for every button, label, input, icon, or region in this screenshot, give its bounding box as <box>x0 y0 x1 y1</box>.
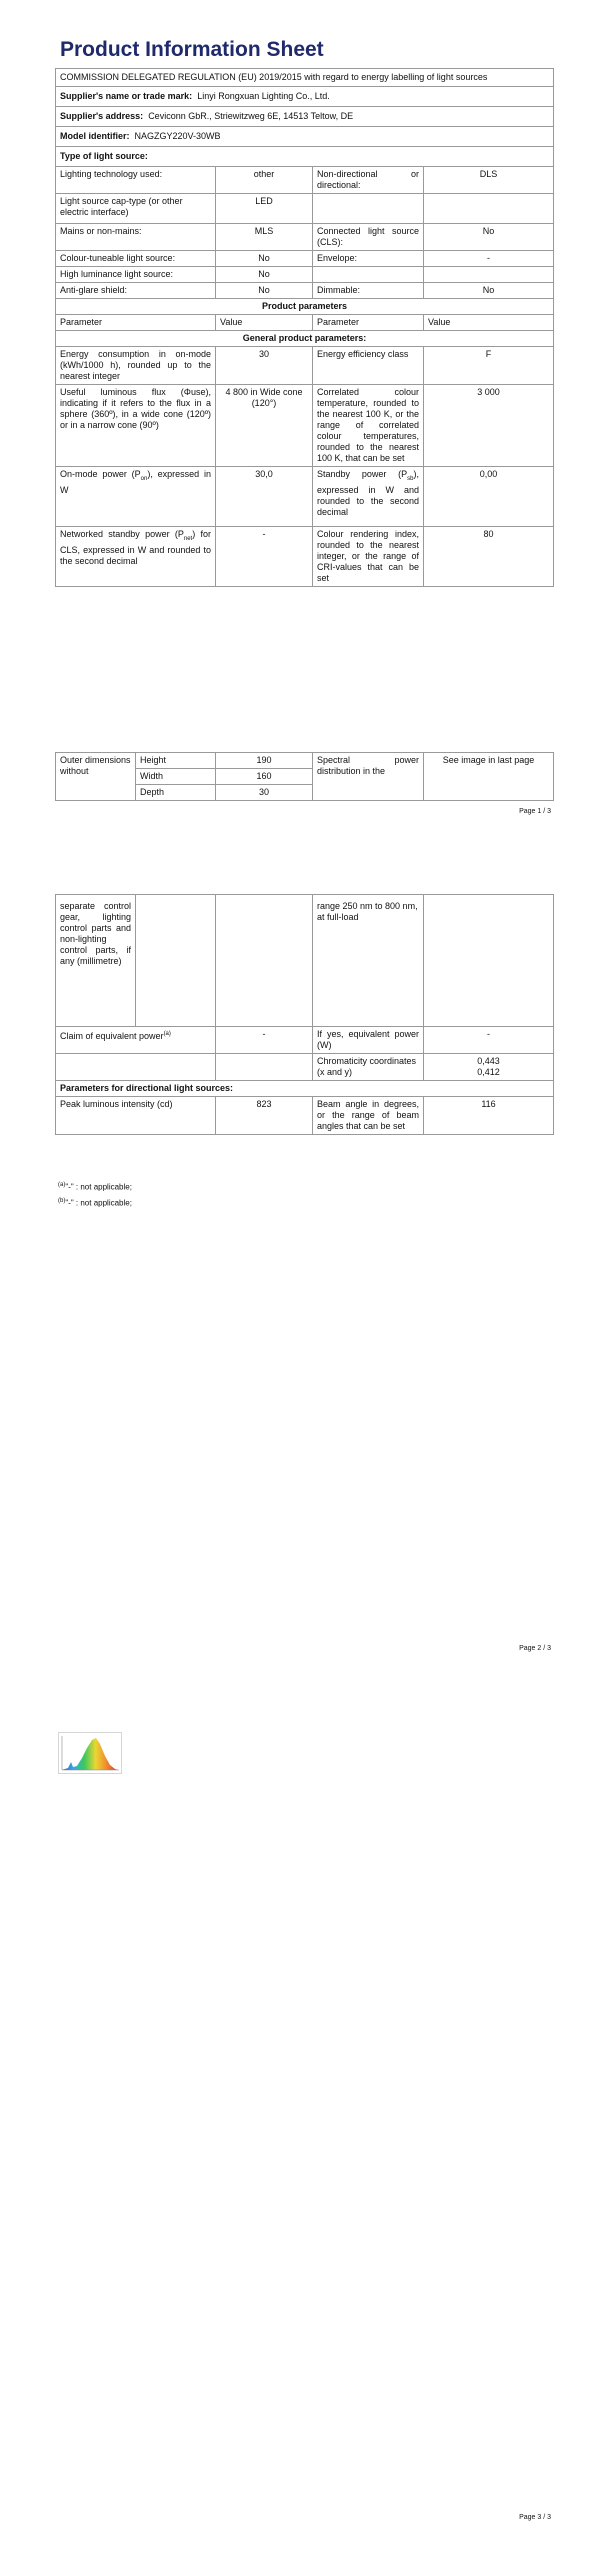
cct-label: Correlated colour temperature, rounded to the nearest 100 K, or the range of correlated colour temperatures, rounded to the nearest 100 K, that can be set <box>313 385 424 467</box>
footnote-b: $^{(b)}$"-" : not applicable; <box>58 1198 132 1208</box>
page-number-1: Page 1 / 3 <box>519 808 551 815</box>
envelope-value: - <box>424 251 554 267</box>
equivalent-power-label: Claim of equivalent power$^{(a)}$ <box>56 1027 216 1054</box>
address-value: Ceviconn GbR., Striewitzweg 6E, 14513 Teltow, DE <box>148 111 354 121</box>
supplier-value: Linyi Rongxuan Lighting Co., Ltd. <box>197 91 330 101</box>
equivalent-power-value: - <box>216 1027 313 1054</box>
cls-value: No <box>424 224 554 251</box>
col-parameter-2: Parameter <box>313 315 424 331</box>
antiglare-label: Anti-glare shield: <box>56 283 216 299</box>
width-value: 160 <box>216 769 313 785</box>
cri-value: 80 <box>424 527 554 587</box>
page-2 <box>0 850 603 1690</box>
model-label: Model identifier: <box>60 131 130 141</box>
directional-heading: Parameters for directional light sources: <box>56 1081 554 1097</box>
cls-label: Connected light source (CLS): <box>313 224 424 251</box>
beam-angle-label: Beam angle in degrees, or the range of beam angles that can be set <box>313 1097 424 1135</box>
footnote-a: $^{(a)}$"-" : not applicable; <box>58 1182 132 1192</box>
energy-label: Energy consumption in on-mode (kWh/1000 h), rounded up to the nearest integer <box>56 347 216 385</box>
row-colour <box>56 251 554 267</box>
height-label: Height <box>136 753 216 769</box>
flux-value: 4 800 in Wide cone (120°) <box>216 385 313 467</box>
general-parameters-heading: General product parameters: <box>56 331 554 347</box>
standby-power-label: Standby power $(P_{sb})$, expressed in W and rounded to the second decimal <box>313 467 424 527</box>
info-table-continued <box>55 894 554 1135</box>
directional-label: Non-directional or directional: <box>313 167 424 194</box>
mains-label: Mains or non-mains: <box>56 224 216 251</box>
cap-value: LED <box>216 194 313 224</box>
dimmable-value: No <box>424 283 554 299</box>
cap-label: Light source cap-type (or other electric interface) <box>56 194 216 224</box>
peak-intensity-label: Peak luminous intensity (cd) <box>56 1097 216 1135</box>
dimmable-label: Dimmable: <box>313 283 424 299</box>
row-technology <box>56 167 554 194</box>
row-flux <box>56 385 554 467</box>
row-equivalent <box>56 1027 554 1054</box>
width-label: Width <box>136 769 216 785</box>
supplier-row <box>56 87 554 107</box>
col-parameter: Parameter <box>56 315 216 331</box>
tech-label: Lighting technology used: <box>56 167 216 194</box>
colour-value: No <box>216 251 313 267</box>
product-parameters-heading: Product parameters <box>56 299 554 315</box>
peak-intensity-value: 823 <box>216 1097 313 1135</box>
onmode-power-label: On-mode power $(P_{on})$, expressed in W <box>56 467 216 527</box>
row-networked <box>56 527 554 587</box>
colour-label: Colour-tuneable light source: <box>56 251 216 267</box>
cri-label: Colour rendering index, rounded to the nearest integer, or the range of CRI-values that can be set <box>313 527 424 587</box>
chromaticity-value <box>424 1054 554 1081</box>
page-number-2: Page 2 / 3 <box>519 1645 551 1652</box>
row-peak-intensity <box>56 1097 554 1135</box>
row-cap <box>56 194 554 224</box>
page-number-3: Page 3 / 3 <box>519 2514 551 2521</box>
envelope-label: Envelope: <box>313 251 424 267</box>
page-1 <box>0 0 603 850</box>
row-highlum <box>56 267 554 283</box>
height-value: 190 <box>216 753 313 769</box>
spd-label: Spectral power distribution in the <box>313 753 424 801</box>
efficiency-class-label: Energy efficiency class <box>313 347 424 385</box>
page-title: Product Information Sheet <box>60 38 324 61</box>
mains-value: MLS <box>216 224 313 251</box>
networked-standby-label: Networked standby power $(P_{net})$ for CLS, expressed in W and rounded to the second decimal <box>56 527 216 587</box>
dimensions-label-cont: separate control gear, lighting control parts and non-lighting control parts, if any (millimetre) <box>56 895 136 1027</box>
highlum-label: High luminance light source: <box>56 267 216 283</box>
equivalent-watts-label: If yes, equivalent power (W) <box>313 1027 424 1054</box>
spd-value: See image in last page <box>424 753 554 801</box>
column-header-row <box>56 315 554 331</box>
chromaticity-label: Chromaticity coordinates (x and y) <box>313 1054 424 1081</box>
row-chromaticity <box>56 1054 554 1081</box>
regulation-text: COMMISSION DELEGATED REGULATION (EU) 2019/2015 with regard to energy labelling of light sources <box>56 69 554 87</box>
directional-value: DLS <box>424 167 554 194</box>
antiglare-value: No <box>216 283 313 299</box>
energy-value: 30 <box>216 347 313 385</box>
onmode-power-value: 30,0 <box>216 467 313 527</box>
row-energy <box>56 347 554 385</box>
equivalent-watts-value: - <box>424 1027 554 1054</box>
depth-label: Depth <box>136 785 216 801</box>
efficiency-class-value: F <box>424 347 554 385</box>
depth-value: 30 <box>216 785 313 801</box>
info-table <box>55 68 554 587</box>
model-value: NAGZGY220V-30WB <box>134 131 221 141</box>
networked-standby-value: - <box>216 527 313 587</box>
row-antiglare <box>56 283 554 299</box>
tech-value: other <box>216 167 313 194</box>
row-mains <box>56 224 554 251</box>
page-3 <box>0 1690 603 2560</box>
standby-power-value: 0,00 <box>424 467 554 527</box>
col-value: Value <box>216 315 313 331</box>
flux-label: Useful luminous flux (Φuse), indicating if it refers to the flux in a sphere (360º), in a wide cone (120º) or in a narrow cone (90º) <box>56 385 216 467</box>
address-row <box>56 107 554 127</box>
row-power <box>56 467 554 527</box>
spectral-distribution-image <box>58 1732 122 1774</box>
type-heading: Type of light source: <box>56 147 554 167</box>
spd-label-cont: range 250 nm to 800 nm, at full-load <box>313 895 424 1027</box>
supplier-label: Supplier's name or trade mark: <box>60 91 193 101</box>
dimensions-label: Outer dimensions without <box>56 753 136 801</box>
chromaticity-y: 0,412 <box>477 1067 500 1077</box>
address-label: Supplier's address: <box>60 111 144 121</box>
chromaticity-x: 0,443 <box>477 1056 500 1066</box>
beam-angle-value: 116 <box>424 1097 554 1135</box>
dimensions-table-part1 <box>55 752 554 801</box>
cct-value: 3 000 <box>424 385 554 467</box>
model-row <box>56 127 554 147</box>
highlum-value: No <box>216 267 313 283</box>
col-value-2: Value <box>424 315 554 331</box>
